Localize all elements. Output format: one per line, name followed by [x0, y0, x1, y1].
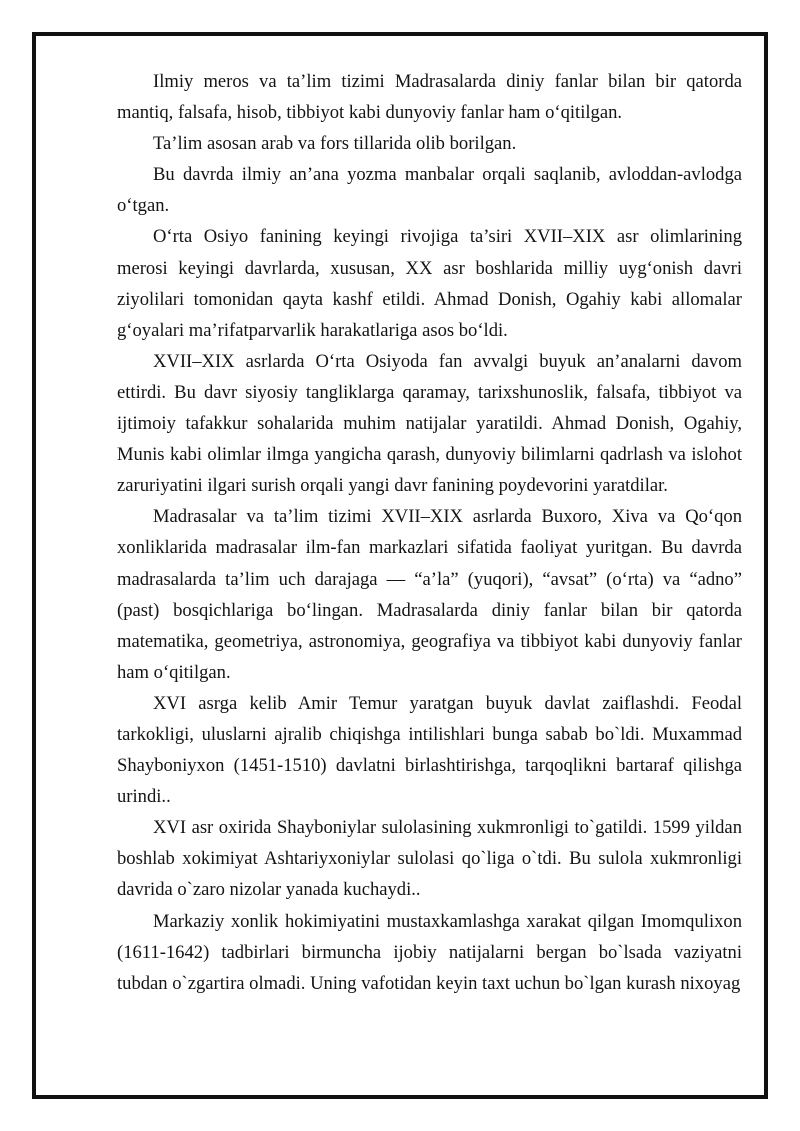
- paragraph-3: Bu davrda ilmiy an’ana yozma manbalar orqali saqlanib, avloddan-avlodga o‘tgan.: [117, 164, 742, 217]
- paragraph-5: XVII–XIX asrlarda O‘rta Osiyoda fan avvalgi buyuk an’analarni davom ettirdi. Bu davr siyosiy tangliklarga qaramay, tarixshunoslik, falsafa, tibbiyot va ijtimoiy tafakkur sohalarida muhim natijalar yaratildi. Ahmad Donish, Ogahiy, Munis kabi olimlar ilmga yangicha qarash, dunyoviy bilimlarni qadrlash va islohot zaruriyatini ilgari surish orqali yangi davr fanining poydevorini yaratdilar.: [117, 350, 742, 497]
- paragraph-6: Madrasalar va ta’lim tizimi XVII–XIX asrlarda Buxoro, Xiva va Qo‘qon xonliklarida madrasalar ilm-fan markazlari sifatida faoliyat yuritgan. Bu davrda madrasalarda ta’lim uch darajaga — “a’la” (yuqori), “avsat” (o‘rta) va “adno” (past) bosqichlariga bo‘lingan. Madrasalarda diniy fanlar bilan bir qatorda matematika, geometriya, astronomiya, geografiya va tibbiyot kabi dunyoviy fanlar ham o‘qitilgan.: [117, 506, 742, 683]
- paragraph-9: Markaziy xonlik hokimiyatini mustaxkamlashga xarakat qilgan Imomqulixon (1611-1642) tadbirlari birmuncha ijobiy natijalarni bergan bo`lsada vaziyatni tubdan o`zgartira olmadi. Uning vafotidan keyin taxt uchun bo`lgan kurash nixoyag: [117, 910, 742, 994]
- paragraph-1: Ilmiy meros va ta’lim tizimi Madrasalarda diniy fanlar bilan bir qatorda mantiq, falsafa, hisob, tibbiyot kabi dunyoviy fanlar ham o‘qitilgan.: [117, 71, 742, 124]
- paragraph-7: XVI asrga kelib Amir Temur yaratgan buyuk davlat zaiflashdi. Feodal tarkokligi, uluslarni ajralib chiqishga intilishlari bunga sabab bo`ldi. Muxammad Shayboniyxon (1451-1510) davlatni birlashtirishga, tarqoqlikni bartaraf qilishga urindi..: [117, 692, 742, 808]
- paragraph-8: XVI asr oxirida Shayboniylar sulolasining xukmronligi to`gatildi. 1599 yildan boshlab xokimiyat Ashtariyxoniylar sulolasi qo`liga o`tdi. Bu sulola xukmronligi davrida o`zaro nizolar yanada kuchaydi..: [117, 817, 742, 901]
- paragraph-2: Ta’lim asosan arab va fors tillarida olib borilgan.: [153, 133, 517, 155]
- document-body: [117, 66, 742, 999]
- paragraph-4: O‘rta Osiyo fanining keyingi rivojiga ta’siri XVII–XIX asr olimlarining merosi keyingi davrlarda, xususan, XX asr boshlarida milliy uyg‘onish davri ziyolilari tomonidan qayta kashf etildi. Ahmad Donish, Ogahiy kabi allomalar g‘oyalari ma’rifatparvarlik harakatlariga asos bo‘ldi.: [117, 226, 742, 341]
